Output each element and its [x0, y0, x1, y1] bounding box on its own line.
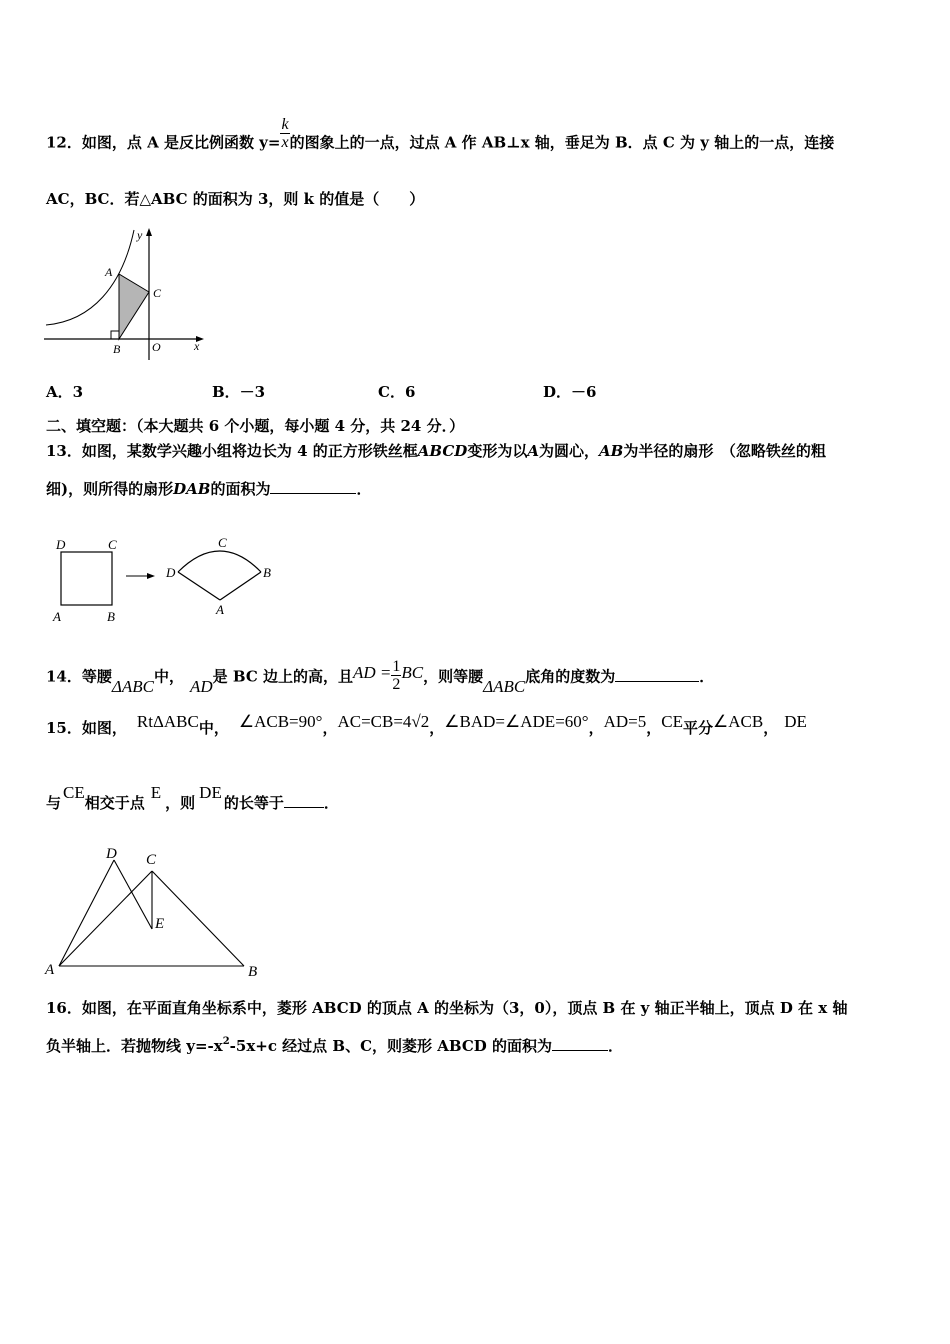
q15-text-c: 平分	[683, 719, 714, 737]
q14-triangle-1: ΔABC	[111, 676, 154, 696]
q16-number: 16．	[46, 999, 82, 1017]
q15-angle-acb-2: ∠ACB	[713, 712, 764, 731]
q12-text-a: 如图，点 A 是反比例函数 y=	[81, 133, 281, 152]
q14-frac-den: 2	[392, 676, 401, 693]
q15-ad: AD=5	[603, 712, 647, 731]
q13-line-2	[46, 479, 371, 499]
q12-label-o: O	[152, 340, 161, 354]
q13-text-e: 细)，则所得的扇形	[46, 480, 174, 498]
q14-triangle-2: ΔABC	[483, 676, 526, 696]
q15-side-cb	[152, 871, 244, 966]
q14-text-d: ，则等腰	[423, 667, 484, 686]
q14-answer-blank[interactable]	[615, 667, 699, 682]
q12-frac-num: k	[281, 116, 289, 133]
q15-label-b: B	[248, 964, 258, 980]
q12-label-x: x	[194, 339, 200, 353]
q14-number: 14．	[46, 667, 82, 686]
q15-label-e: E	[155, 916, 165, 932]
q15-label-a: A	[45, 962, 55, 978]
q12-number: 12．	[46, 133, 82, 152]
q16-text-d: ．	[608, 1037, 624, 1055]
q15-rt-triangle: RtΔABC	[136, 712, 199, 731]
q13-answer-blank[interactable]	[270, 479, 356, 494]
q15-label-d: D	[106, 846, 117, 862]
q15-sides: AC=CB=4√2	[337, 712, 430, 731]
q13-text-c: 为圆心，	[538, 442, 599, 460]
q12-label-a: A	[105, 265, 113, 279]
q13-text-b: 变形为以	[467, 442, 528, 460]
q12-text-c: AC，BC．若△ABC 的面积为 3，则 k 的值是（ ）	[46, 190, 425, 208]
q12-label-y: y	[137, 228, 143, 242]
q15-e: E	[150, 783, 162, 802]
q14-ad: AD	[190, 676, 213, 696]
q14-text-c: 是 BC 边上的高，且	[212, 667, 354, 686]
q13-label-d: D	[56, 537, 66, 552]
q15-number: 15．	[46, 719, 82, 737]
q13-number: 13．	[46, 442, 82, 460]
q14-text-a: 等腰	[81, 667, 112, 686]
q12-fraction	[280, 116, 289, 151]
q13-dab: DAB	[173, 480, 211, 498]
q15-text-f: ，则	[165, 794, 196, 812]
q16-exponent: 2	[222, 1036, 230, 1047]
q13-sector-label-b: B	[263, 565, 271, 580]
q12-figure	[42, 226, 212, 366]
q13-text-f: 的面积为	[210, 480, 271, 498]
q12-right-angle-mark	[111, 331, 119, 339]
q15-de-2: DE	[199, 783, 222, 802]
q13-text-g: ．	[356, 480, 372, 498]
q13-square	[61, 552, 112, 605]
q14-text-f: ．	[699, 667, 715, 686]
q15-ce-2: CE	[63, 783, 85, 802]
q12-options	[46, 382, 746, 402]
q15-text-g: 的长等于	[223, 794, 284, 812]
q16-text-b: 负半轴上．若抛物线 y=-x	[46, 1037, 223, 1055]
q15-comma-2: ，	[429, 719, 445, 737]
q15-label-c: C	[146, 852, 157, 868]
q15-line-1	[46, 712, 807, 738]
q15-segment-de	[114, 860, 152, 929]
q15-line-2	[46, 783, 339, 813]
section-2-heading: 二、填空题：（本大题共 6 个小题，每小题 4 分，共 24 分．）	[46, 417, 465, 435]
q12-frac-den: x	[281, 134, 289, 151]
q12-y-arrow	[146, 228, 152, 236]
q13-sector-arc	[178, 551, 261, 572]
q15-comma-1: ，	[322, 719, 338, 737]
q16-text-a: 如图，在平面直角坐标系中，菱形 ABCD 的顶点 A 的坐标为（3，0），顶点 B 在 y 轴正半轴上，顶点 D 在 x 轴	[81, 999, 848, 1017]
q15-answer-blank[interactable]	[284, 793, 324, 808]
q15-angles-bad-ade: ∠BAD=∠ADE=60°	[444, 712, 589, 731]
q12-option-a: A．3	[46, 383, 84, 401]
q15-side-ac	[59, 871, 152, 966]
q14-text-b: 中，	[153, 667, 184, 686]
q13-sector-radius-ab	[220, 572, 261, 600]
q14-fraction	[391, 658, 401, 693]
q12-option-c: C．6	[378, 383, 416, 401]
q15-angle-acb: ∠ACB=90°	[238, 712, 323, 731]
q13-label-a: A	[53, 609, 61, 624]
q12-triangle-abc	[119, 274, 149, 339]
q16-text-c: -5x+c 经过点 B、C，则菱形 ABCD 的面积为	[229, 1037, 553, 1055]
q13-a: A	[527, 442, 539, 460]
q16-answer-blank[interactable]	[552, 1036, 608, 1051]
q12-label-b: B	[113, 342, 121, 356]
q13-sector-radius-ad	[178, 572, 220, 600]
q13-line-1	[46, 441, 826, 461]
q13-text-a: 如图，某数学兴趣小组将边长为 4 的正方形铁丝框	[81, 442, 418, 460]
q15-text-a: 如图，	[81, 719, 127, 737]
q14-line	[46, 660, 714, 695]
q15-figure	[42, 845, 272, 985]
q12-text-b: 的图象上的一点，过点 A 作 AB⊥x 轴，垂足为 B．点 C 为 y 轴上的一点，连接	[289, 133, 835, 152]
q15-ce: CE	[661, 712, 684, 731]
q13-sector-label-d: D	[166, 565, 176, 580]
q15-text-b: 中，	[198, 719, 229, 737]
q16-line-1	[46, 998, 847, 1018]
q14-frac-num: 1	[392, 658, 401, 675]
q15-comma-5: ，	[763, 719, 779, 737]
q16-line-2	[46, 1036, 623, 1059]
q13-sector-label-c: C	[218, 535, 227, 550]
q13-label-b: B	[107, 609, 115, 624]
q14-text-e: 底角的度数为	[525, 667, 616, 686]
q15-text-e: 相交于点	[84, 794, 145, 812]
q15-side-ad	[59, 860, 114, 966]
q12-option-b: B．－3	[212, 383, 266, 401]
q12-line-2	[46, 189, 424, 209]
q15-comma-3: ，	[588, 719, 604, 737]
q14-eq-left: AD =	[353, 662, 392, 682]
q13-text-d: 为半径的扇形 （忽略铁丝的粗	[623, 442, 826, 460]
q15-de: DE	[784, 712, 807, 731]
q15-text-d: 与	[46, 794, 62, 812]
q13-sector-label-a: A	[216, 602, 224, 617]
q12-line-1	[46, 116, 835, 161]
q12-option-d: D．－6	[543, 383, 597, 401]
q13-abcd: ABCD	[417, 442, 468, 460]
q12-label-c: C	[153, 286, 162, 300]
q15-text-h: ．	[323, 794, 339, 812]
q14-eq-right: BC	[401, 662, 424, 682]
q13-label-c: C	[108, 537, 117, 552]
q15-comma-4: ，	[646, 719, 662, 737]
q13-arrow-head	[147, 573, 155, 579]
q13-figure	[48, 534, 288, 626]
q13-ab: AB	[598, 442, 624, 460]
